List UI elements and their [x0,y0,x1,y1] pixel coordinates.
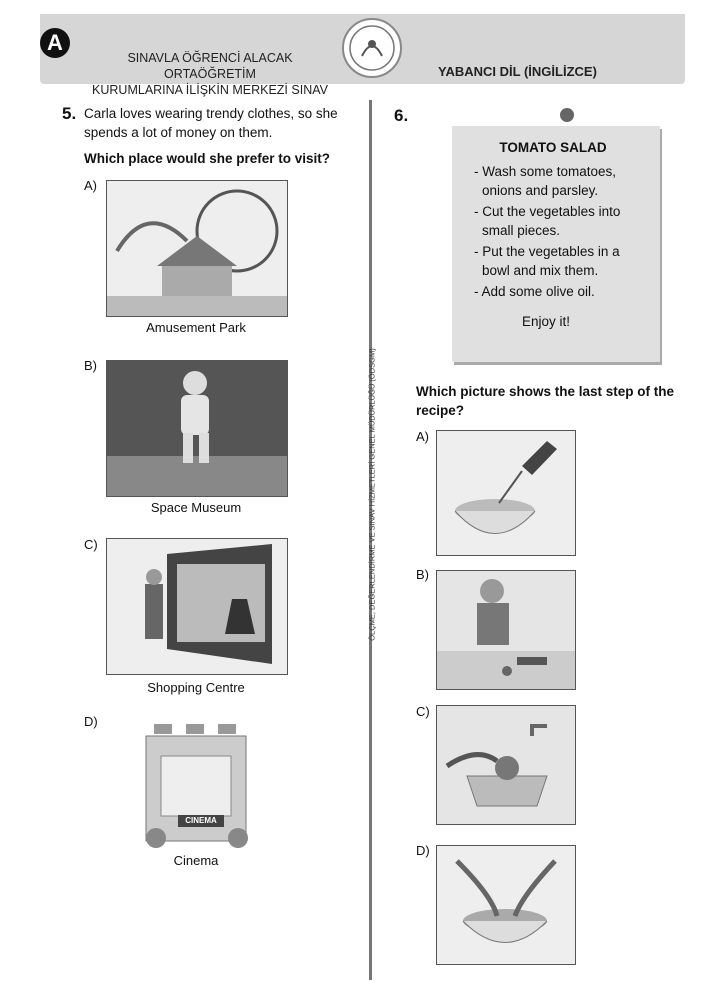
exam-title-line2: KURUMLARINA İLİŞKİN MERKEZİ SINAV [92,83,328,97]
booklet-badge: A [40,28,70,58]
cutting-vegetables-illustration[interactable] [436,570,576,690]
recipe-line-1: - Wash some tomatoes, [474,164,617,179]
q5-option-a[interactable]: A) [84,178,97,193]
q5-caption-a: Amusement Park [146,320,246,335]
pouring-oil-illustration[interactable] [436,430,576,556]
q6-option-a[interactable]: A) [416,429,429,444]
ministry-seal-icon [342,18,402,78]
astronaut-illustration[interactable] [106,360,288,497]
q5-caption-d: Cinema [173,853,219,868]
q5-caption-c: Shopping Centre [147,680,245,695]
q5-number: 5. [62,104,77,123]
recipe-line-7: - Add some olive oil. [474,284,595,299]
q5-option-b[interactable]: B) [84,358,97,373]
subject-title: YABANCI DİL (İNGİLİZCE) [438,64,597,79]
recipe-line-6: bowl and mix them. [482,263,599,278]
mixing-salad-illustration[interactable] [436,845,576,965]
recipe-line-5: - Put the vegetables in a [474,244,620,259]
q6-question-line2: recipe? [416,403,465,418]
q5-caption-b: Space Museum [150,500,242,515]
recipe-line-2: onions and parsley. [482,183,599,198]
washing-vegetables-illustration[interactable] [436,705,576,825]
exam-title [90,50,330,98]
q5-text-line2: spends a lot of money on them. [84,125,273,140]
recipe-closing: Enjoy it! [522,314,571,329]
amusement-park-illustration[interactable] [106,180,288,317]
q6-number: 6. [394,106,409,125]
q6-option-b[interactable]: B) [416,567,429,582]
q6-option-c[interactable]: C) [416,704,430,719]
cinema-building-illustration[interactable] [106,716,286,851]
shopping-illustration[interactable] [106,538,288,675]
q6-question-line1: Which picture shows the last step of the [416,384,675,399]
recipe-line-4: small pieces. [482,223,561,238]
q5-text-line1: Carla loves wearing trendy clothes, so she [84,106,338,121]
cinema-sign: CINEMA [185,816,217,825]
q5-option-d[interactable]: D) [84,714,98,729]
q5-question: Which place would she prefer to visit? [84,151,331,166]
pin-icon [560,108,574,122]
exam-title-line1: SINAVLA ÖĞRENCİ ALACAK ORTAÖĞRETİM [127,51,293,81]
recipe-title: TOMATO SALAD [499,140,607,155]
q6-option-d[interactable]: D) [416,843,430,858]
side-caption: ÖLÇME, DEĞERLENDİRME VE SINAV HİZMETLERİ GENEL MÜDÜRLÜĞÜ (ÖDSGM) [367,348,377,641]
q5-option-c[interactable]: C) [84,537,98,552]
recipe-line-3: - Cut the vegetables into [474,204,621,219]
